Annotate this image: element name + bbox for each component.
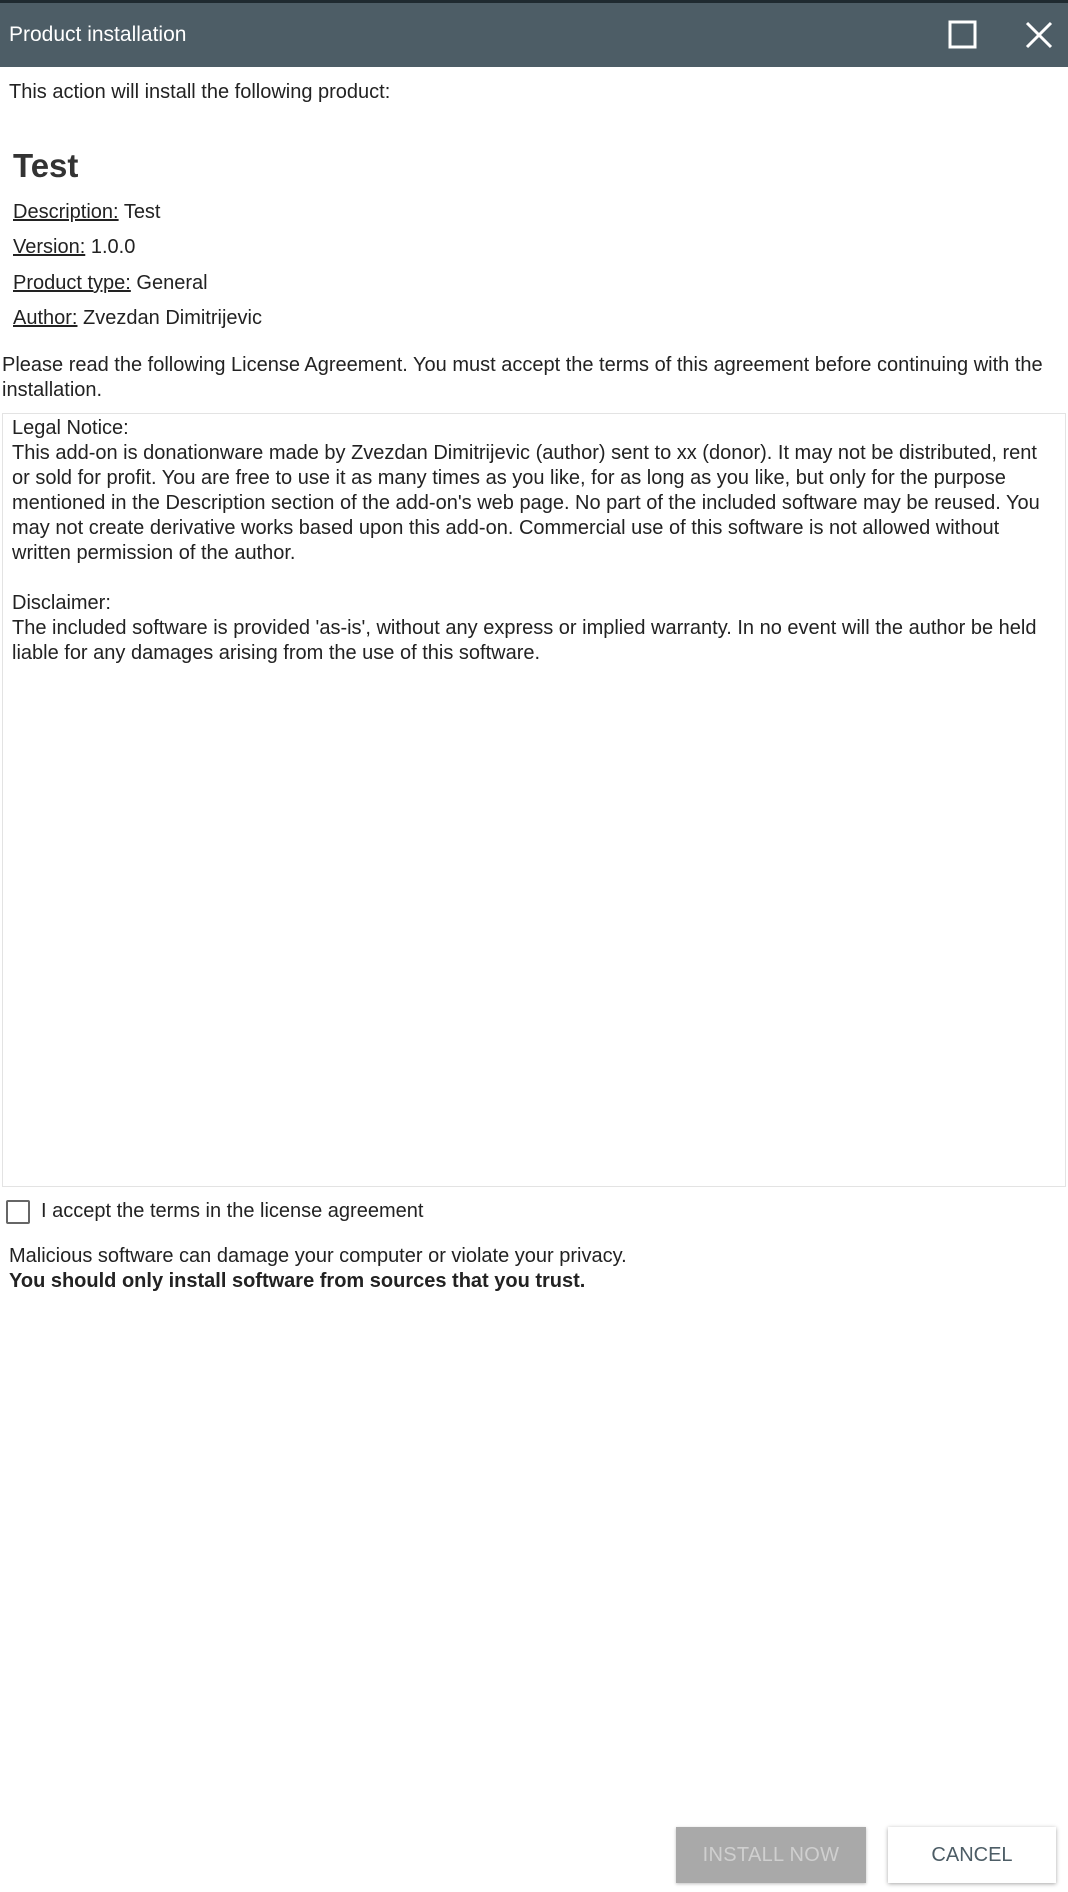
product-version	[13, 236, 135, 259]
title-bar	[0, 3, 1068, 67]
cancel-button[interactable]: CANCEL	[888, 1827, 1056, 1883]
close-button[interactable]	[1019, 15, 1059, 55]
accept-license-checkbox[interactable]	[6, 1200, 30, 1224]
version-value: 1.0.0	[90, 236, 136, 258]
description-value: Test	[123, 201, 161, 223]
author-label: Author:	[13, 307, 78, 329]
product-type-label: Product type:	[13, 272, 131, 294]
license-text-area[interactable]: Legal Notice: This add-on is donationware made by Zvezdan Dimitrijevic (author) sent to xx (donor). It may not be distributed, rent or sold for profit. You are free to use it as many times as you like, for as long as you like, but only for the purpose mentioned in the Description section of the add-on's web page. No part of the included software may be reused. You may not create derivative works based upon this add-on. Commercial use of this software is not allowed without written permission of the author. Disclaimer: The included software is provided 'as-is', without any express or implied warranty. In no event will the author be held liable for any damages arising from the use of this software.	[2, 413, 1066, 1187]
description-label: Description:	[13, 201, 119, 223]
install-intro-text: This action will install the following product:	[9, 81, 391, 103]
product-author	[13, 307, 262, 330]
license-intro-text: Please read the following License Agreement. You must accept the terms of this agreement before continuing with the installation.	[2, 354, 1043, 401]
product-type	[13, 272, 208, 295]
window-title: Product installation	[9, 23, 187, 46]
close-icon	[1019, 15, 1059, 55]
install-now-button[interactable]: INSTALL NOW	[676, 1827, 866, 1883]
security-warning-bold-text: You should only install software from sources that you trust.	[9, 1270, 586, 1292]
security-warning-text: Malicious software can damage your computer or violate your privacy.	[9, 1245, 627, 1267]
accept-license-label[interactable]: I accept the terms in the license agreement	[41, 1200, 424, 1222]
product-description	[13, 201, 161, 224]
product-type-value: General	[136, 272, 208, 294]
maximize-button[interactable]	[943, 15, 983, 55]
product-name: Test	[13, 147, 79, 184]
maximize-icon	[943, 15, 983, 55]
author-value: Zvezdan Dimitrijevic	[83, 307, 262, 329]
version-label: Version:	[13, 236, 86, 258]
